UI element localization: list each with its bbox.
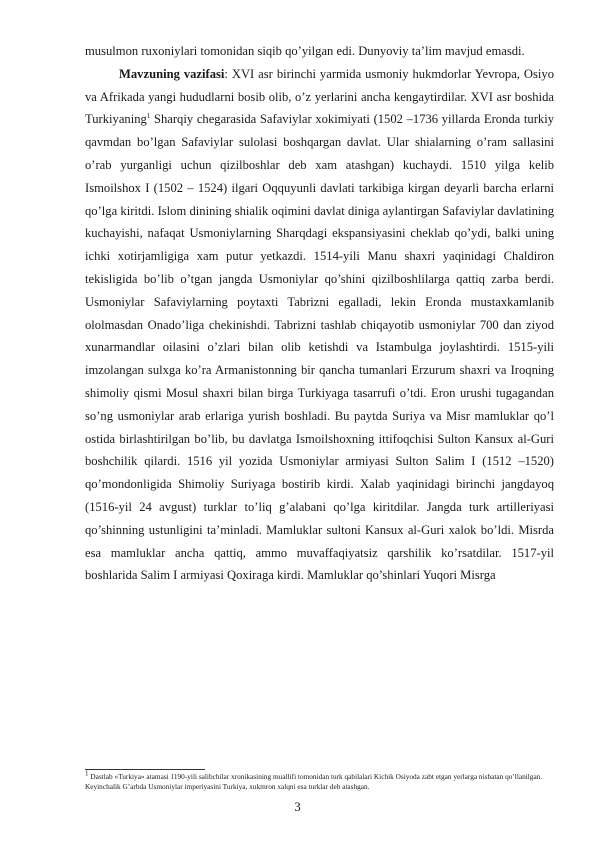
- paragraph-task: [85, 63, 554, 587]
- footnote: [85, 769, 545, 792]
- page-body: [85, 40, 554, 587]
- footnote-text: Dastlab «Turkiya» atamasi 1190-yili salibchilar xronikasining muallifi tomonidan turk qabilalari Kichik Osiyoda zabt etgan yerlarga nisbatan qo’llanilgan. Keyinchalik G’arbda Usmoniylar imperiyasini Turkiya, xukmron xalqni esa turklar deb atashgan.: [85, 772, 543, 791]
- footnote-marker: 1: [85, 769, 89, 778]
- paragraph-text-b: Sharqiy chegarasida Safaviylar xokimiyati (1502 –1736 yillarda Eronda turkiy qavmdan bo’lgan Safaviylar sulolasi boshqargan davlat. Ular shialarning o’ram sallasini o’rab yurganligi uchun qizilboshlar deb xam atashgan) kuchaydi. 1510 yilga kelib Ismoilshox I (1502 – 1524) ilgari Oqquyunli davlati tarkibiga kirgan deyarli barcha erlarni qo’lga kiritdi. Islom dinining shialik oqimini davlat diniga aylantirgan Safaviylar davlatining kuchayishi, nafaqat Usmoniylarning Sharqdagi ekspansiyasini cheklab qo’ydi, balki uning ichki xotirjamligiga xam putur yetkazdi. 1514-yili Manu shaxri yaqinidagi Chaldiron tekisligida bo’lib o’tgan jangda Usmoniylar qo’shini qizilboshlilarga qattiq zarba berdi. Usmoniylar Safaviylarning poytaxti Tabrizni egalladi, lekin Eronda mustaxkamlanib ololmasdan Onado’liga chekinishdi. Tabrizni tashlab chiqayotib usmoniylar 700 dan ziyod xunarmandlar oilasini o’zlari bilan olib ketishdi va Istambulga joylashtirdi. 1515-yili imzolangan sulxga ko’ra Armanistonning bir qancha tumanlari Erzurum shaxri va Iroqning shimoliy qismi Mosul shaxri bilan birga Turkiyaga tasarrufi o’tdi. Eron urushi tugagandan so’ng usmoniylar arab erlariga yurish boshladi. Bu paytda Suriya va Misr mamluklar qo’l ostida birlashtirilgan bo’lib, bu davlatga Ismoilshoxning ittifoqchisi Sulton Kansux al-Guri boshchilik qilardi. 1516 yil yozida Usmoniylar armiyasi Sulton Salim I (1512 –1520) qo’mondonligida Shimoliy Suriyaga bostirib kirdi. Xalab yaqinidagi birinchi jangdayoq (1516-yil 24 avgust) turklar to’liq g’alabani qo’lga kiritdilar. Jangda turk artilleriyasi qo’shinning ustunligini ta’minladi. Mamluklar sultoni Kansux al-Guri xalok bo’ldi. Misrda esa mamluklar ancha qattiq, ammo muvaffaqiyatsiz qarshilik ko’rsatdilar. 1517-yil boshlarida Salim I armiyasi Qoxiraga kirdi. Mamluklar qo’shinlari Yuqori Misrga: [85, 112, 554, 583]
- page-number: 3: [294, 800, 301, 814]
- footnote-ref[interactable]: 1: [146, 112, 151, 121]
- paragraph-continuation: musulmon ruxoniylari tomonidan siqib qo’yilgan edi. Dunyoviy ta’lim mavjud emasdi.: [85, 44, 525, 58]
- paragraph-lead: Mavzuning vazifasi: [119, 66, 225, 81]
- footnote-divider: [85, 769, 205, 770]
- paragraph-text-a: : XVI asr birinchi yarmida usmoniy hukmdorlar Yevropa, Osiyo va Afrikada yangi hududlarni bosib olib, o’z yerlarini ancha kengaytirdilar. XVI asr boshida Turkiyaning: [85, 66, 554, 127]
